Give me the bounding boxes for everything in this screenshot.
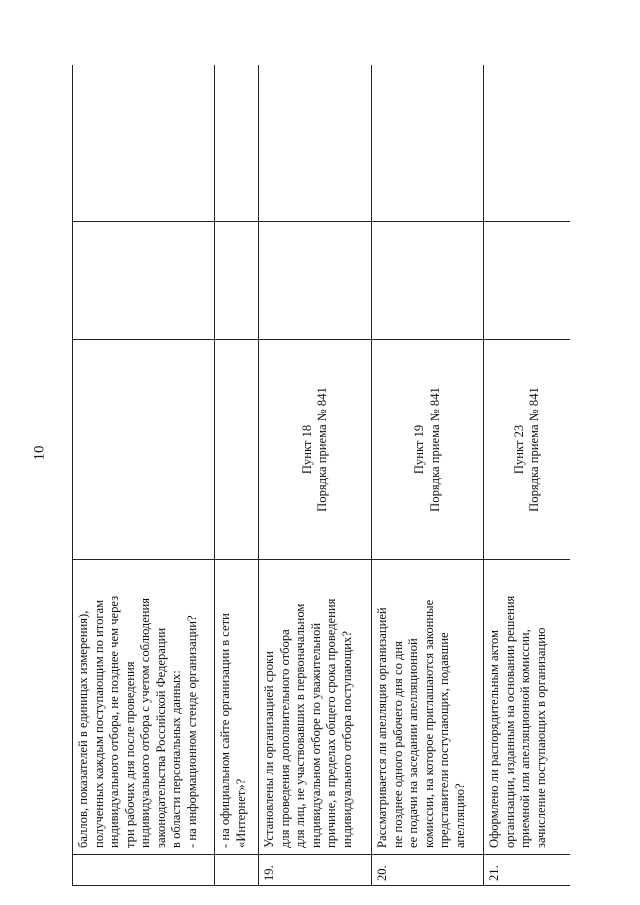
reference-cell	[215, 340, 259, 560]
row-number: 19.	[259, 855, 372, 886]
question-line: зачисление поступающих в организацию	[533, 627, 548, 848]
question-line: для лиц, не участвовавших в первоначальном	[293, 603, 307, 848]
answer-cell	[372, 222, 484, 340]
question-cell	[73, 560, 215, 855]
note-cell	[372, 65, 484, 222]
question-line: «Интернет»?	[233, 778, 248, 848]
checklist-sheet	[72, 65, 570, 886]
question-line: апелляцию?	[452, 783, 467, 848]
question-line: Рассматривается ли апелляция организацией	[375, 607, 389, 848]
row-number: 20.	[372, 855, 484, 886]
reference-cell	[73, 340, 215, 560]
note-cell	[215, 65, 259, 222]
answer-cell	[259, 222, 372, 340]
reference-cell	[259, 340, 372, 560]
table-row	[73, 65, 215, 886]
question-line: индивидуальном отборе по уважительной	[308, 622, 323, 848]
note-cell	[73, 65, 215, 222]
question-line: три рабочих дня после проведения	[122, 661, 137, 848]
row-number	[73, 855, 215, 886]
question-line: - на официальном сайте организации в сети	[218, 613, 232, 848]
question-line: баллов, показателей в единицах измерения),	[76, 610, 90, 848]
answer-cell	[73, 222, 215, 340]
answer-cell	[215, 222, 259, 340]
question-cell	[372, 560, 484, 855]
reference-item: Пункт 23	[511, 424, 526, 475]
question-line: Оформлено ли распорядительным актом	[487, 630, 501, 848]
question-line: в области персональных данных:	[169, 670, 183, 848]
row-number: 21.	[484, 855, 571, 886]
reference-document: Порядка приема № 841	[527, 387, 541, 512]
question-line: причине, в пределах общего срока проведения	[324, 598, 338, 848]
question-line: законодательства Российской Федерации	[153, 627, 168, 848]
question-line: приемной или апелляционной комиссии,	[518, 629, 532, 848]
row-number	[215, 855, 259, 886]
question-line: не позднее одного рабочего дня со дня	[390, 641, 405, 848]
question-line: организации, изданным на основании решения	[502, 595, 517, 848]
reference-item: Пункт 19	[412, 424, 426, 475]
question-cell	[215, 560, 259, 855]
page-number: 10	[31, 445, 48, 461]
question-line: полученных каждым поступающим по итогам	[91, 599, 106, 848]
question-line: комиссии, на которое приглашаются законные	[421, 599, 436, 848]
question-line: для проведения дополнительного отбора	[277, 629, 292, 848]
question-line: представители поступающих, подавшие	[437, 632, 451, 848]
table-row	[259, 65, 372, 886]
reference-item: Пункт 18	[299, 424, 314, 475]
question-line: индивидуального отбора, не позднее чем через	[107, 595, 121, 848]
note-cell	[259, 65, 372, 222]
question-cell	[259, 560, 372, 855]
question-line: Установлены ли организацией сроки	[262, 651, 276, 848]
question-line: индивидуального отбора поступающих?	[339, 631, 354, 848]
reference-cell	[372, 340, 484, 560]
question-line: индивидуального отбора с учетом соблюдения	[138, 597, 152, 848]
answer-cell	[484, 222, 571, 340]
reference-cell	[484, 340, 571, 560]
question-cell	[484, 560, 571, 855]
table-row	[372, 65, 484, 886]
reference-document: Порядка приема № 841	[427, 387, 442, 512]
table-row	[215, 65, 259, 886]
question-line: - на информационном стенде организации?	[184, 615, 199, 848]
table-row	[484, 65, 571, 886]
checklist-table	[72, 65, 570, 886]
note-cell	[484, 65, 571, 222]
question-line: ее подачи на заседании апелляционной	[406, 638, 420, 848]
reference-document: Порядка приема № 841	[315, 387, 329, 512]
